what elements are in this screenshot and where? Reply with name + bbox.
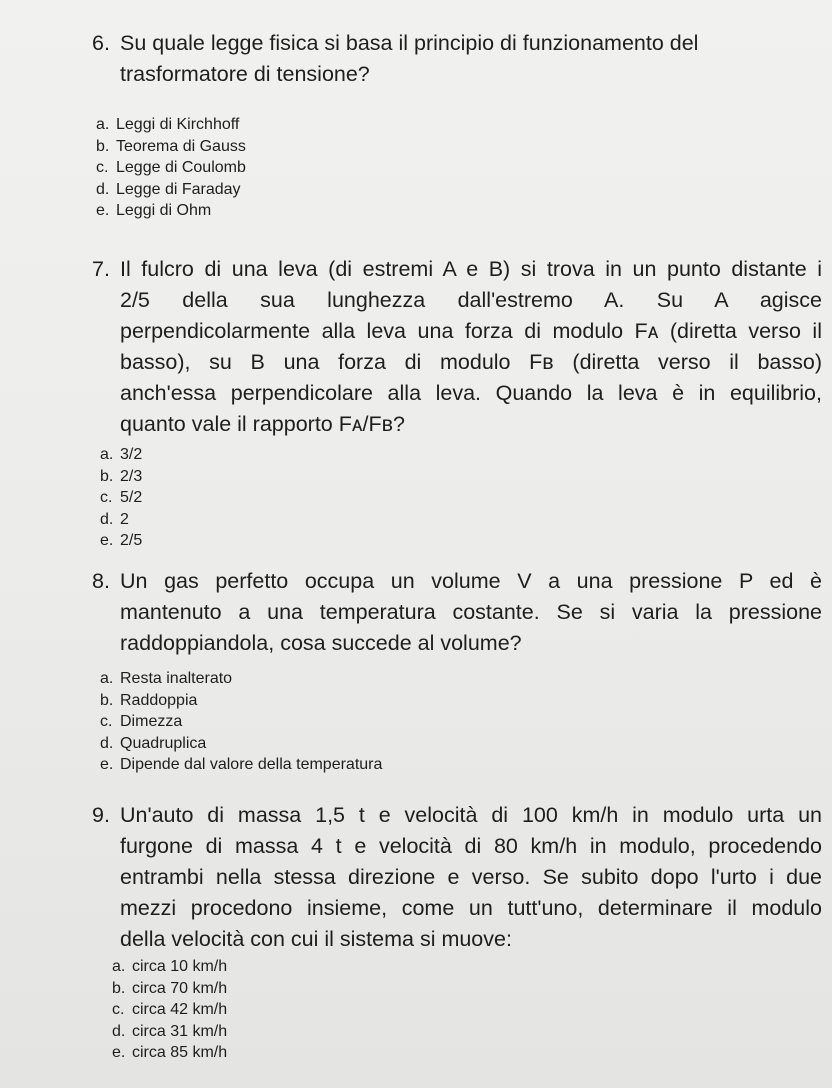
question-line: perpendicolarmente alla leva una forza di modulo Fᴀ (diretta verso il [120,319,822,343]
question-9 [92,800,822,955]
question-line: mezzi procedono insieme, come un tutt'uno, determinare il modulo [120,896,822,920]
question-6 [92,28,792,90]
question-text [92,800,822,955]
question-line: 2/5 della sua lunghezza dall'estremo A. Su A agisce [120,288,822,312]
question-line: Il fulcro di una leva (di estremi A e B) si trova in un punto distante i [120,257,822,281]
option-b[interactable]: b. Teorema di Gauss [96,137,246,155]
option-a[interactable]: a. circa 10 km/h [112,958,228,975]
option-c[interactable]: c. Legge di Coulomb [96,159,246,176]
question-number: 9. [92,803,110,827]
question-line: quanto vale il rapporto Fᴀ/Fʙ? [120,412,406,436]
option-b[interactable]: b. 2/3 [100,467,143,485]
question-line: mantenuto a una temperatura costante. Se si varia la pressione [120,600,822,624]
option-b[interactable]: b. Raddoppia [100,691,198,709]
question-text [92,566,822,659]
options-list-9 [112,956,227,1064]
option-d[interactable]: d. Legge di Faraday [96,180,241,198]
option-d[interactable]: d. Quadruplica [100,734,207,752]
question-7 [92,254,822,440]
question-number: 6. [92,31,110,55]
options-list-8 [100,668,382,776]
option-e[interactable]: e. 2/5 [100,532,143,549]
option-a[interactable]: a. 3/2 [100,446,143,463]
question-number: 8. [92,569,110,593]
question-text [92,254,822,440]
question-line: della velocità con cui il sistema si muove: [120,927,512,951]
option-b[interactable]: b. circa 70 km/h [112,979,228,997]
option-e[interactable]: e. Dipende dal valore della temperatura [100,756,383,773]
option-a[interactable]: a. Resta inalterato [100,670,233,687]
option-d[interactable]: d. 2 [100,510,129,528]
option-c[interactable]: c. 5/2 [100,489,143,506]
question-line: Un gas perfetto occupa un volume V a una pressione P ed è [120,569,822,593]
question-line: raddoppiandola, cosa succede al volume? [120,631,522,655]
question-line: trasformatore di tensione? [120,62,370,86]
question-line: entrambi nella stessa direzione e verso. Se subito dopo l'urto i due [120,865,822,889]
options-list-7 [100,444,142,552]
options-list-6 [96,114,246,222]
question-number: 7. [92,257,110,281]
question-line: Su quale legge fisica si basa il principio di funzionamento del [120,31,699,55]
question-8 [92,566,822,659]
option-d[interactable]: d. circa 31 km/h [112,1022,228,1040]
option-e[interactable]: e. Leggi di Ohm [96,202,212,219]
question-text [92,28,792,90]
question-line: Un'auto di massa 1,5 t e velocità di 100 km/h in modulo urta un [120,803,822,827]
option-e[interactable]: e. circa 85 km/h [112,1044,228,1061]
option-c[interactable]: c. Dimezza [100,713,183,730]
option-a[interactable]: a. Leggi di Kirchhoff [96,116,240,133]
question-line: furgone di massa 4 t e velocità di 80 km/h in modulo, procedendo [120,834,822,858]
question-line: basso), su B una forza di modulo Fʙ (diretta verso il basso) [120,350,822,374]
question-line: anch'essa perpendicolare alla leva. Quando la leva è in equilibrio, [120,381,822,405]
option-c[interactable]: c. circa 42 km/h [112,1001,228,1018]
